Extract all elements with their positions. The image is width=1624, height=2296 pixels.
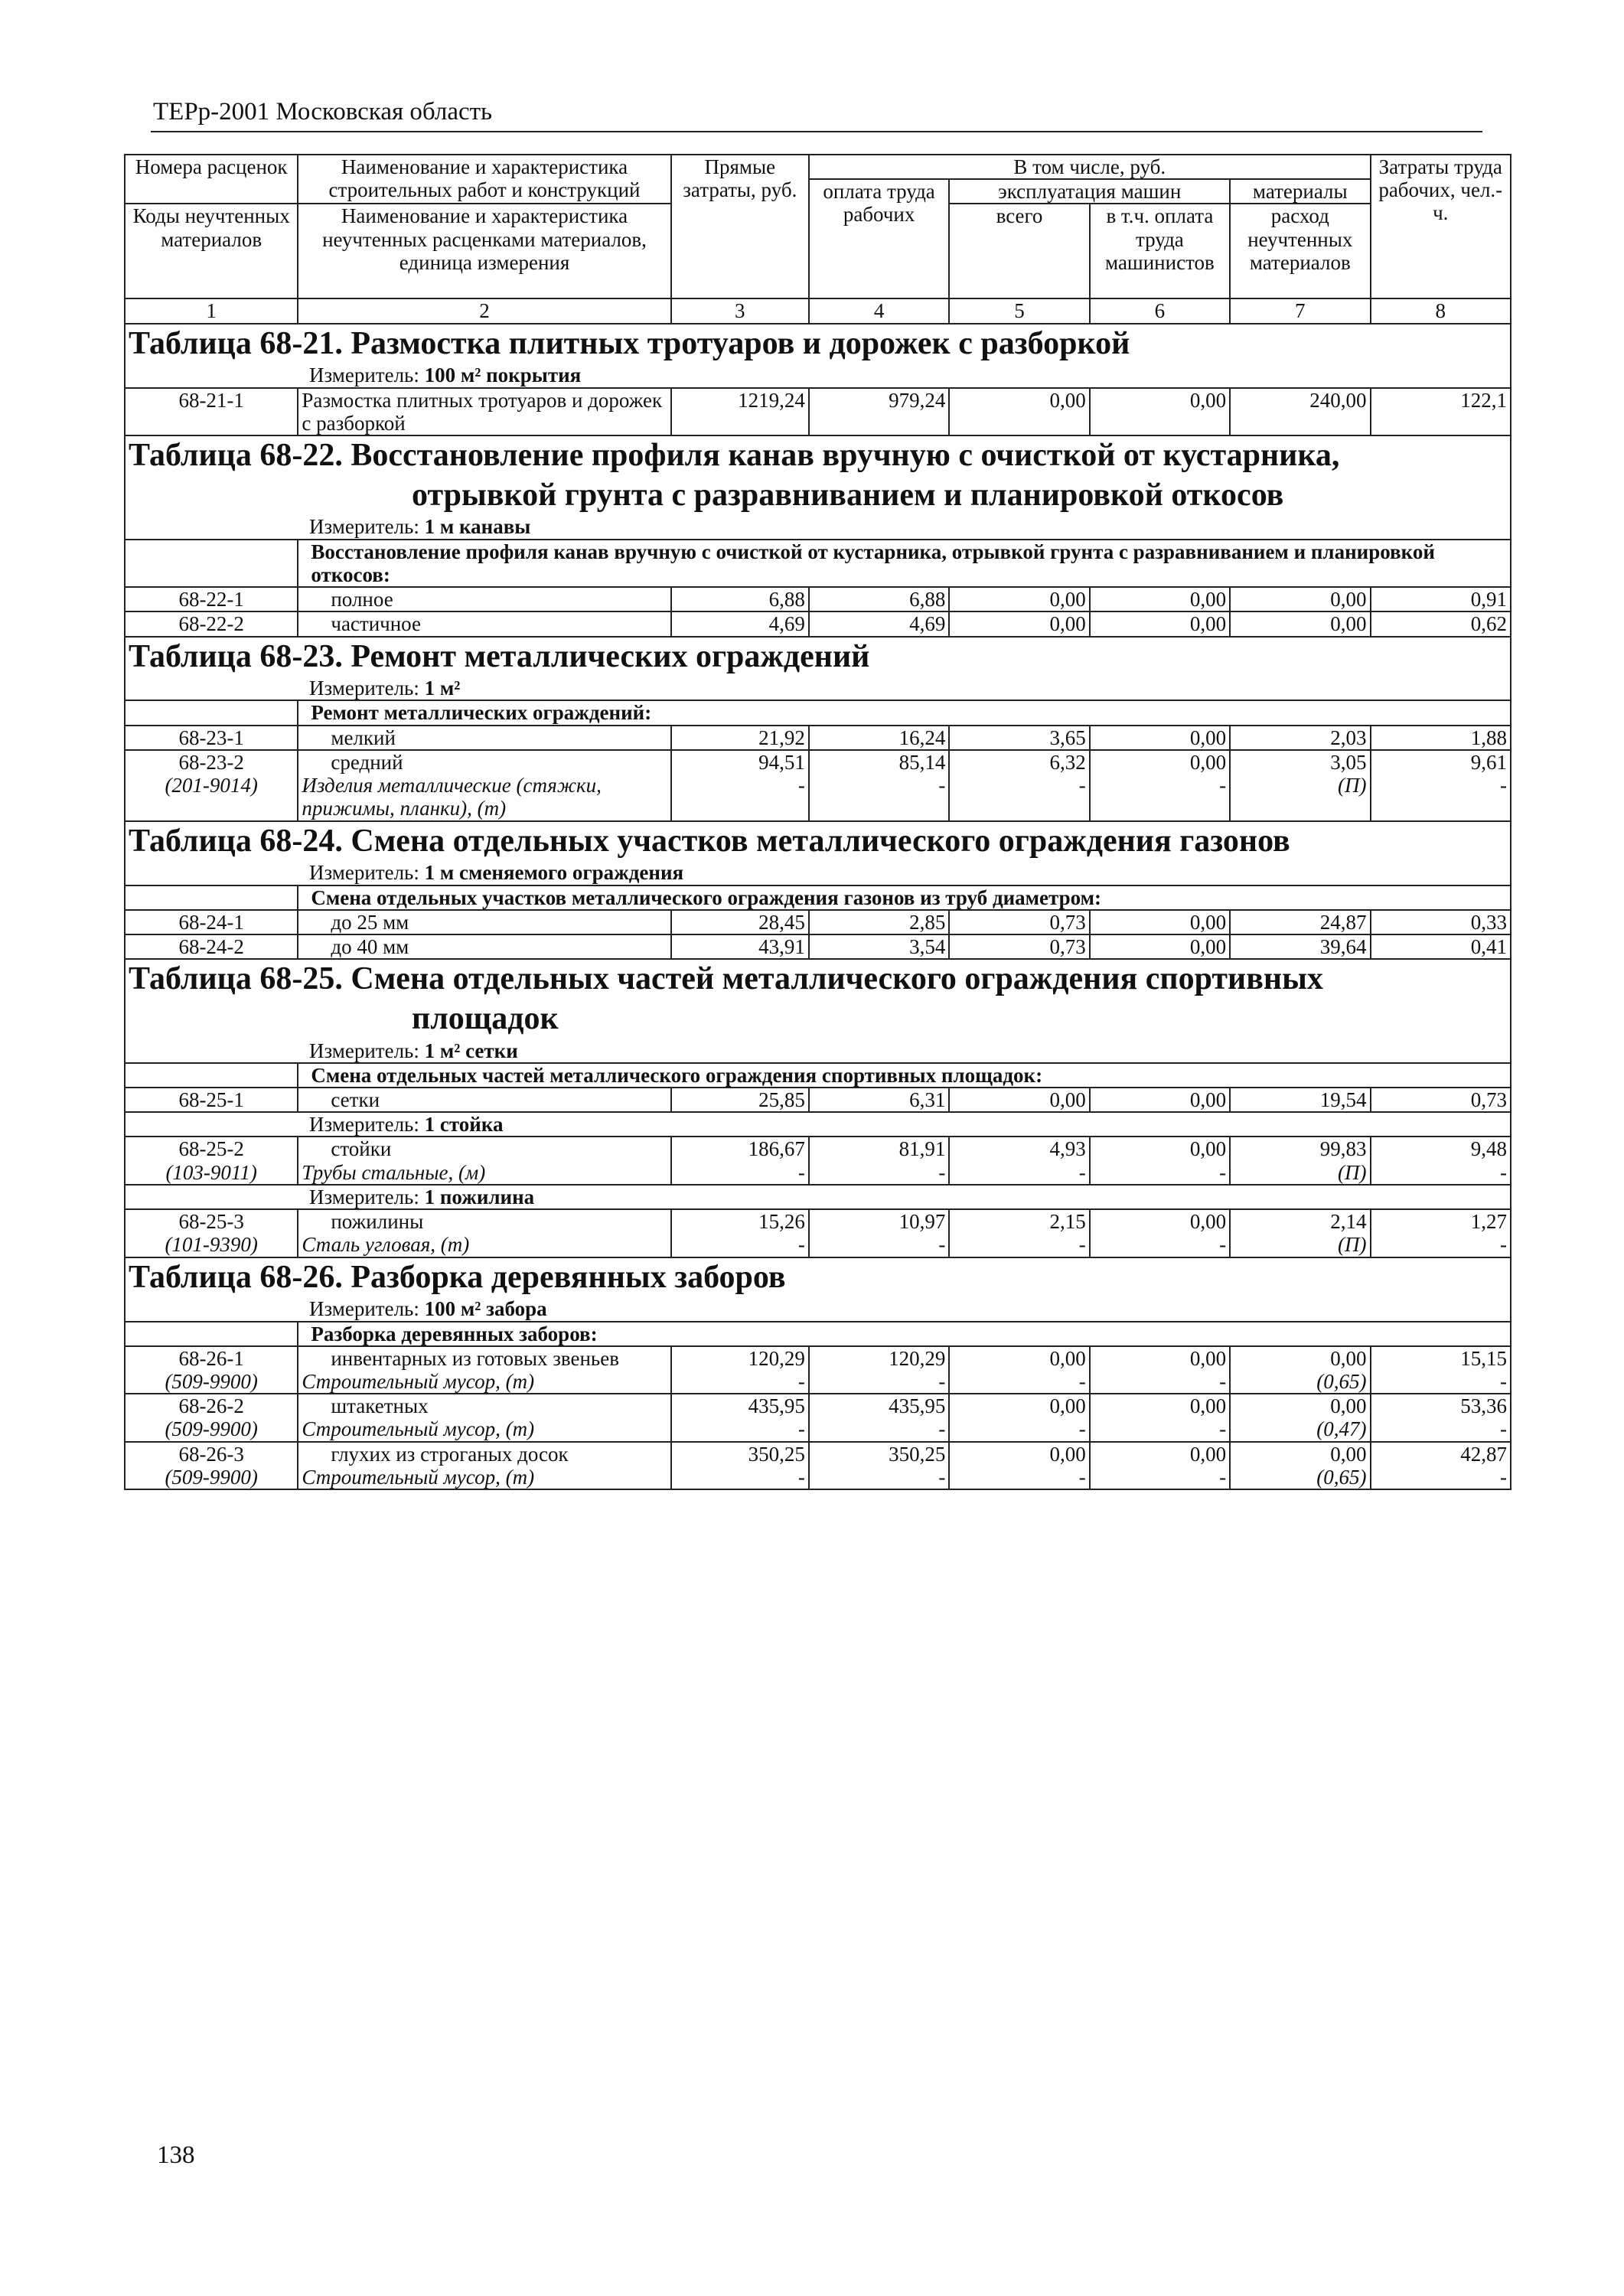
running-title: ТЕРр-2001 Московская область [153, 98, 493, 126]
table-row: 68-23-2 средний 94,51 85,14 6,32 0,00 3,05 9,61 [125, 750, 1511, 774]
table-title: Таблица 68-26. Разборка деревянных заборов [129, 1259, 786, 1295]
table-row: 68-23-1 мелкий 21,92 16,24 3,65 0,00 2,03 1,88 [125, 726, 1511, 750]
col6-header: в т.ч. оплата труда машинистов [1090, 204, 1230, 298]
header-rule [151, 131, 1482, 132]
col-number: 2 [298, 298, 670, 323]
col7-header: расход неучтенных материалов [1230, 204, 1370, 298]
material-row: (509-9900) Строительный мусор, (т) - - - - (0,65) - [125, 1370, 1511, 1394]
col2-bottom-header: Наименование и характеристика неучтенных расценками материалов, единица измерения [298, 204, 670, 298]
table-row: 68-22-1 полное 6,88 6,88 0,00 0,00 0,00 0,91 [125, 587, 1511, 612]
section-heading: Ремонт металлических ограждений: [298, 700, 1511, 725]
material-row: (509-9900) Строительный мусор, (т) - - - - (0,65) - [125, 1466, 1511, 1489]
col3-header: Прямые затраты, руб. [671, 155, 809, 298]
table-title: Таблица 68-23. Ремонт металлических ограждений [129, 638, 870, 674]
table-title: Таблица 68-25. Смена отдельных частей металлического ограждения спортивных [129, 961, 1323, 997]
meter-row: Измеритель: 100 м² забора [125, 1297, 1511, 1321]
table-row: 68-25-1 сетки 25,85 6,31 0,00 0,00 19,54 0,73 [125, 1088, 1511, 1112]
table-title: Таблица 68-22. Восстановление профиля канав вручную с очисткой от кустарника, [129, 438, 1340, 474]
col1-top-header: Номера расценок [125, 155, 298, 204]
col2-top-header: Наименование и характеристика строительных работ и конструкций [298, 155, 670, 204]
meter-row: Измеритель: 1 м сменяемого ограждения [125, 861, 1511, 885]
page-number: 138 [157, 2141, 195, 2169]
section-heading: Смена отдельных частей металлического ограждения спортивных площадок: [298, 1063, 1511, 1088]
meter-row: Измеритель: 100 м² покрытия [125, 364, 1511, 387]
meter-row: Измеритель: 1 стойка [125, 1112, 1511, 1137]
table-row: 68-24-1 до 25 мм 28,45 2,85 0,73 0,00 24,87 0,33 [125, 910, 1511, 934]
col-number: 5 [949, 298, 1089, 323]
col1-bottom-header: Коды неучтенных материалов [125, 204, 298, 298]
table-title-continuation: площадок [412, 1000, 559, 1036]
col8-header: Затраты труда рабочих, чел.-ч. [1371, 155, 1511, 298]
table-row: 68-24-2 до 40 мм 43,91 3,54 0,73 0,00 39,64 0,41 [125, 934, 1511, 959]
section-heading: Разборка деревянных заборов: [298, 1322, 1511, 1346]
meter-row: Измеритель: 1 пожилина [125, 1185, 1511, 1209]
material-row: (201-9014) Изделия металлические (стяжки, прижимы, планки), (т) - - - - (П) - [125, 774, 1511, 820]
col-number: 8 [1371, 298, 1511, 323]
table-row: 68-26-2 штакетных 435,95 435,95 0,00 0,00 0,00 53,36 [125, 1394, 1511, 1417]
meter-row: Измеритель: 1 м² [125, 677, 1511, 700]
section-heading: Восстановление профиля канав вручную с очисткой от кустарника, отрывкой грунта с разравниванием и планировкой откосов: [298, 540, 1511, 587]
col4-header: оплата труда рабочих [809, 179, 949, 298]
table-row: 68-25-2 стойки 186,67 81,91 4,93 0,00 99,83 9,48 [125, 1137, 1511, 1160]
material-row: (103-9011) Трубы стальные, (м) - - - - (П) - [125, 1161, 1511, 1185]
table-row: 68-21-1 Размостка плитных тротуаров и дорожек с разборкой 1219,24 979,24 0,00 0,00 240,00 122,1 [125, 388, 1511, 435]
table-title-continuation: отрывкой грунта с разравниванием и планировкой откосов [412, 477, 1284, 513]
table-row: 68-25-3 пожилины 15,26 10,97 2,15 0,00 2,14 1,27 [125, 1209, 1511, 1233]
col-number: 7 [1230, 298, 1370, 323]
rates-table [124, 154, 1511, 1490]
table-row: 68-26-3 глухих из строганых досок 350,25 350,25 0,00 0,00 0,00 42,87 [125, 1442, 1511, 1466]
material-row: (101-9390) Сталь угловая, (т) - - - - (П) - [125, 1233, 1511, 1257]
table-title: Таблица 68-21. Размостка плитных тротуаров и дорожек с разборкой [129, 325, 1130, 361]
col-number: 1 [125, 298, 298, 323]
meter-row: Измеритель: 1 м канавы [125, 515, 1511, 539]
materials-header: материалы [1230, 179, 1370, 204]
table-title: Таблица 68-24. Смена отдельных участков металлического ограждения газонов [129, 823, 1290, 859]
meter-row: Измеритель: 1 м² сетки [125, 1039, 1511, 1063]
col-number: 3 [671, 298, 809, 323]
table-row: 68-22-2 частичное 4,69 4,69 0,00 0,00 0,00 0,62 [125, 612, 1511, 636]
section-heading: Смена отдельных участков металлического ограждения газонов из труб диаметром: [298, 885, 1511, 910]
col5-header: всего [949, 204, 1089, 298]
material-row: (509-9900) Строительный мусор, (т) - - - - (0,47) - [125, 1417, 1511, 1441]
col-number: 6 [1090, 298, 1230, 323]
col-number: 4 [809, 298, 949, 323]
including-header: В том числе, руб. [809, 155, 1371, 179]
machines-header: эксплуатация машин [949, 179, 1230, 204]
table-row: 68-26-1 инвентарных из готовых звеньев 120,29 120,29 0,00 0,00 0,00 15,15 [125, 1346, 1511, 1370]
